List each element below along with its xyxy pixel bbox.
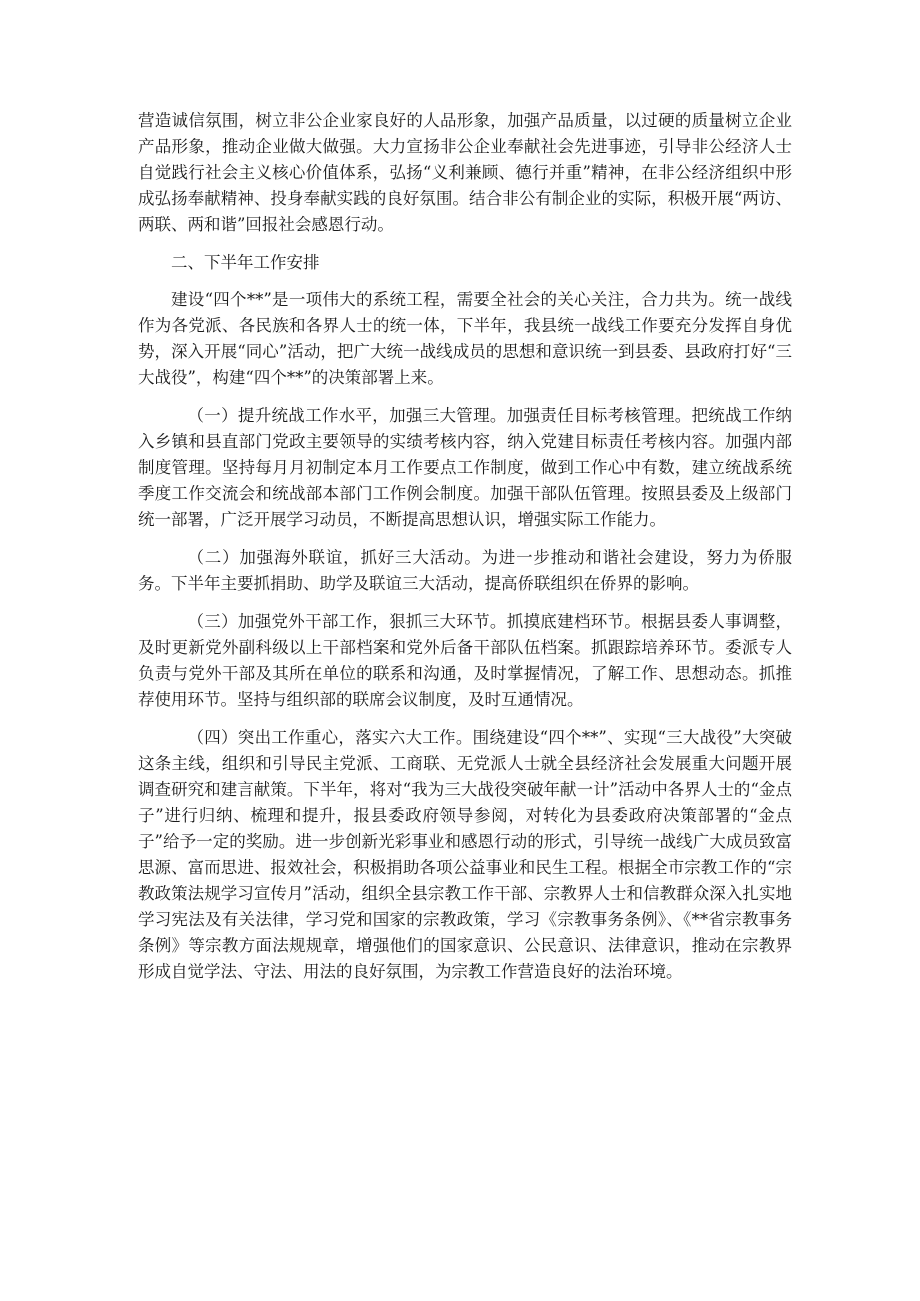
- paragraph-item-4: （四）突出工作重心，落实六大工作。围绕建设“四个**”、实现“三大战役”大突破这条主线，组织和引导民主党派、工商联、无党派人士就全县经济社会发展重大问题开展调查研究和建言献策。下半年，将对“我为三大战役突破年献一计”活动中各界人士的“金点子”进行归纳、梳理和提升，报县委政府领导参阅，对转化为县委政府决策部署的“金点子”给予一定的奖励。进一步创新光彩事业和感恩行动的形式，引导统一战线广大成员致富思源、富而思进、报效社会，积极捐助各项公益事业和民生工程。根据全市宗教工作的“宗教政策法规学习宣传月”活动，组织全县宗教工作干部、宗教界人士和信教群众深入扎实地学习宪法及有关法律，学习党和国家的宗教政策，学习《宗教事务条例》、《**省宗教事务条例》等宗教方面法规规章，增强他们的国家意识、公民意识、法律意识，推动在宗教界形成自觉学法、守法、用法的良好氛围，为宗教工作营造良好的法治环境。: [138, 728, 792, 981]
- paragraph-item-3: （三）加强党外干部工作，狠抓三大环节。抓摸底建档环节。根据县委人事调整，及时更新党外副科级以上干部档案和党外后备干部队伍档案。抓跟踪培养环节。委派专人负责与党外干部及其所在单位的联系和沟通，及时掌握情况，了解工作、思想动态。抓推荐使用环节。坚持与组织部的联席会议制度，及时互通情况。: [138, 612, 792, 709]
- paragraph-continuation: 营造诚信氛围，树立非公企业家良好的人品形象，加强产品质量，以过硬的质量树立企业产品形象，推动企业做大做强。大力宣扬非公企业奉献社会先进事迹，引导非公经济人士自觉践行社会主义核心价值体系，弘扬“义利兼顾、德行并重”精神，在非公经济组织中形成弘扬奉献精神、投身奉献实践的良好氛围。结合非公有制企业的实际，积极开展“两访、两联、两和谐”回报社会感恩行动。: [138, 111, 792, 234]
- section-heading: 二、下半年工作安排: [171, 253, 320, 272]
- paragraph-item-2: （二）加强海外联谊，抓好三大活动。为进一步推动和谐社会建设，努力为侨服务。下半年主要抓捐助、助学及联谊三大活动，提高侨联组织在侨界的影响。: [138, 548, 792, 593]
- paragraph-item-1: （一）提升统战工作水平，加强三大管理。加强责任目标考核管理。把统战工作纳入乡镇和县直部门党政主要领导的实绩考核内容，纳入党建目标责任考核内容。加强内部制度管理。坚持每月月初制定本月工作要点工作制度，做到工作心中有数，建立统战系统季度工作交流会和统战部本部门工作例会制度。加强干部队伍管理。按照县委及上级部门统一部署，广泛开展学习动员，不断提高思想认识，增强实际工作能力。: [138, 406, 792, 529]
- document-body: [138, 108, 792, 997]
- paragraph-intro: 建设“四个**”是一项伟大的系统工程，需要全社会的关心关注，合力共为。统一战线作为各党派、各民族和各界人士的统一体，下半年，我县统一战线工作要充分发挥自身优势，深入开展“同心”活动，把广大统一战线成员的思想和意识统一到县委、县政府打好“三大战役”，构建“四个**”的决策部署上来。: [138, 290, 792, 387]
